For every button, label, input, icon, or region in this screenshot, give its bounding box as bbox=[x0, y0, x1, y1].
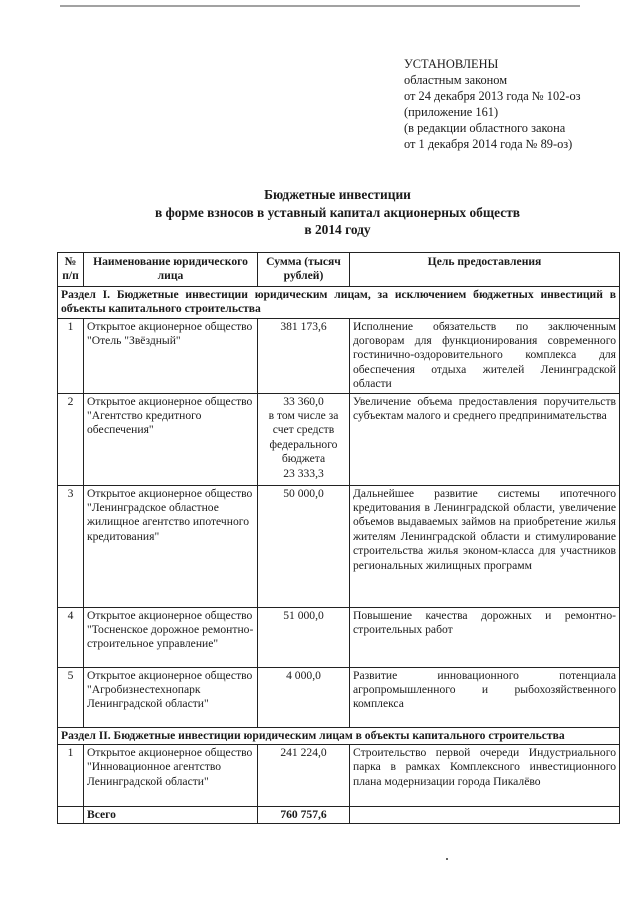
title-line-2: в форме взносов в уставный капитал акционерных обществ bbox=[154, 204, 521, 220]
table-header-row bbox=[58, 253, 620, 287]
row-amount: 381 173,6 bbox=[258, 318, 350, 393]
row-amount: 241 224,0 bbox=[258, 745, 350, 807]
row-amount: 4 000,0 bbox=[258, 667, 350, 727]
row-goal: Исполнение обязательств по заключенным договорам для функционирования современного гостинично-оздоровительного комплекса для обеспечения отдыха жителей Ленинградской области bbox=[350, 318, 620, 393]
amount-value: 33 360,0 bbox=[283, 394, 324, 408]
approval-line: (в редакции областного закона bbox=[404, 121, 566, 135]
header-num: № п/п bbox=[58, 253, 84, 287]
amount-sub-value: 23 333,3 bbox=[283, 466, 324, 480]
row-name: Открытое акционерное общество "Отель "Звёздный" bbox=[84, 318, 258, 393]
section-2-title: Раздел II. Бюджетные инвестиции юридическим лицам в объекты капитального строительства bbox=[58, 727, 620, 744]
section-row bbox=[58, 727, 620, 744]
row-num: 5 bbox=[58, 667, 84, 727]
header-amount: Сумма (тысяч рублей) bbox=[258, 253, 350, 287]
row-num: 1 bbox=[58, 745, 84, 807]
row-name: Открытое акционерное общество "Тосненское дорожное ремонтно-строительное управление" bbox=[84, 607, 258, 667]
total-row bbox=[58, 807, 620, 824]
table-row bbox=[58, 485, 620, 607]
total-empty-cell bbox=[58, 807, 84, 824]
total-amount: 760 757,6 bbox=[258, 807, 350, 824]
section-1-title: Раздел I. Бюджетные инвестиции юридическим лицам, за исключением бюджетных инвестиций в объекты капитального строительства bbox=[58, 286, 620, 318]
table-row bbox=[58, 667, 620, 727]
row-amount: 50 000,0 bbox=[258, 485, 350, 607]
title-line-3: в 2014 году bbox=[304, 222, 371, 237]
row-name: Открытое акционерное общество "Агробизнестехнопарк Ленинградской области" bbox=[84, 667, 258, 727]
header-name: Наименование юридического лица bbox=[84, 253, 258, 287]
row-goal: Развитие инновационного потенциала агропромышленного и рыбохозяйственного комплекса bbox=[350, 667, 620, 727]
approval-line: от 1 декабря 2014 года № 89-оз) bbox=[404, 137, 573, 151]
approval-line: от 24 декабря 2013 года № 102-оз bbox=[404, 89, 581, 103]
approval-stamp bbox=[404, 56, 634, 152]
row-num: 1 bbox=[58, 318, 84, 393]
row-num: 3 bbox=[58, 485, 84, 607]
row-goal: Повышение качества дорожных и ремонтно-строительных работ bbox=[350, 607, 620, 667]
row-amount bbox=[258, 393, 350, 485]
row-goal: Увеличение объема предоставления поручительств субъектам малого и среднего предпринимательства bbox=[350, 393, 620, 485]
approval-line: УСТАНОВЛЕНЫ bbox=[404, 57, 499, 71]
row-goal: Строительство первой очереди Индустриального парка в рамках Комплексного инвестиционного плана модернизации города Пикалёво bbox=[350, 745, 620, 807]
approval-line: областным законом bbox=[404, 73, 508, 87]
approval-line: (приложение 161) bbox=[404, 105, 499, 119]
top-scan-line bbox=[60, 5, 580, 7]
header-goal: Цель предоставления bbox=[350, 253, 620, 287]
section-row bbox=[58, 286, 620, 318]
row-num: 4 bbox=[58, 607, 84, 667]
row-goal: Дальнейшее развитие системы ипотечного кредитования в Ленинградской области, увеличение объемов выдаваемых займов на приобретение жилья жителям Ленинградской области и стимулирование строительства жилья эконом-класса для участников региональных жилищных программ bbox=[350, 485, 620, 607]
title-line-1: Бюджетные инвестиции bbox=[264, 187, 411, 202]
amount-note: в том числе за счет средств федерального бюджета bbox=[268, 409, 339, 466]
investments-table bbox=[57, 252, 620, 824]
document-title bbox=[60, 186, 615, 239]
row-amount: 51 000,0 bbox=[258, 607, 350, 667]
scan-speck bbox=[446, 858, 448, 860]
row-name: Открытое акционерное общество "Агентство кредитного обеспечения" bbox=[84, 393, 258, 485]
table-row bbox=[58, 318, 620, 393]
table-row bbox=[58, 745, 620, 807]
table-row bbox=[58, 607, 620, 667]
row-name: Открытое акционерное общество "Инновационное агентство Ленинградской области" bbox=[84, 745, 258, 807]
row-name: Открытое акционерное общество "Ленинградское областное жилищное агентство ипотечного кредитования" bbox=[84, 485, 258, 607]
total-label: Всего bbox=[84, 807, 258, 824]
row-num: 2 bbox=[58, 393, 84, 485]
table-row bbox=[58, 393, 620, 485]
total-goal-empty bbox=[350, 807, 620, 824]
